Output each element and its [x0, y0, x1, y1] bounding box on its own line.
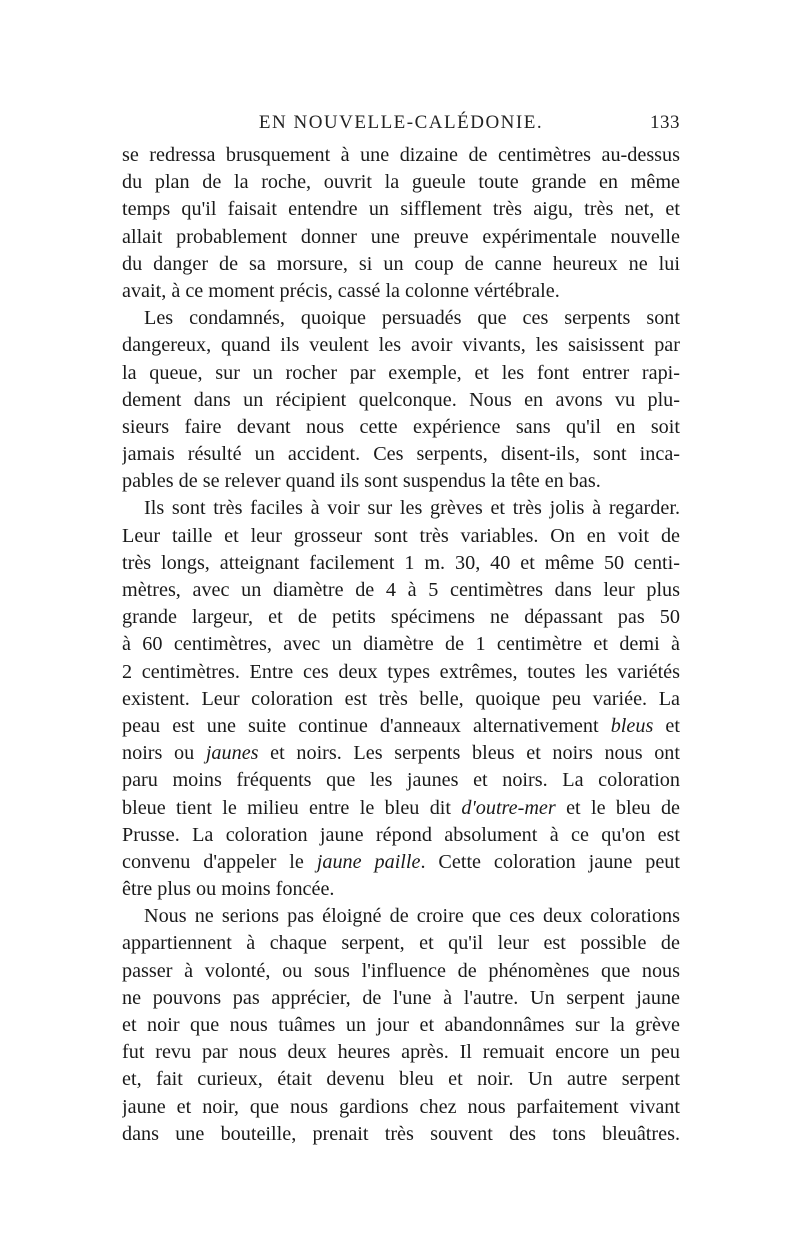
text-line: 2 centimètres. Entre ces deux types extrêmes, toutes les variétés [122, 660, 680, 683]
italic-phrase: bleus [610, 714, 654, 737]
text-line: Nous ne serions pas éloigné de croire que ces deux colorations [144, 905, 680, 928]
text-line: grande largeur, et de petits spécimens ne dépassant pas 50 [122, 606, 680, 629]
text-line: et, fait curieux, était devenu bleu et noir. Un autre serpent [122, 1068, 680, 1091]
text-line: Prusse. La coloration jaune répond absolument à ce qu'on est [122, 823, 680, 846]
page-number: 133 [650, 112, 680, 133]
text-line: Ils sont très faciles à voir sur les grèves et très jolis à regarder. [144, 497, 680, 520]
text-line: à 60 centimètres, avec un diamètre de 1 centimètre et demi à [122, 633, 680, 656]
text-line: très longs, atteignant facilement 1 m. 30, 40 et même 50 centi- [122, 551, 680, 574]
text-line: pables de se relever quand ils sont suspendus la tête en bas. [122, 470, 601, 493]
text-line: appartiennent à chaque serpent, et qu'il leur est possible de [122, 932, 680, 955]
text-line: jamais résulté un accident. Ces serpents, disent-ils, sont inca- [122, 443, 680, 466]
text-line: existent. Leur coloration est très belle, quoique peu variée. La [122, 687, 680, 710]
text-line: noirs ou jaunes et noirs. Les serpents bleus et noirs nous ont [122, 742, 680, 765]
text-line: se redressa brusquement à une dizaine de centimètres au-dessus [122, 144, 680, 166]
text-line: du danger de sa morsure, si un coup de canne heureux ne lui [122, 252, 680, 275]
running-head [122, 112, 680, 142]
text-line: ne pouvons pas apprécier, de l'une à l'autre. Un serpent jaune [122, 986, 680, 1009]
italic-phrase: jaunes [205, 742, 259, 765]
text-line: jaune et noir, que nous gardions chez nous parfaitement vivant [122, 1095, 680, 1118]
text-line: être plus ou moins foncée. [122, 878, 335, 901]
text-line: bleue tient le milieu entre le bleu dit d'outre-mer et le bleu de [122, 796, 680, 819]
text-line: passer à volonté, ou sous l'influence de phénomènes que nous [122, 959, 680, 982]
italic-phrase: jaune paille [316, 850, 421, 873]
text-line: du plan de la roche, ouvrit la gueule toute grande en même [122, 171, 680, 194]
body-text [122, 142, 680, 1148]
text-line: fut revu par nous deux heures après. Il remuait encore un peu [122, 1041, 680, 1064]
text-line: Les condamnés, quoique persuadés que ces serpents sont [144, 307, 680, 330]
running-title: EN NOUVELLE-CALÉDONIE. [258, 112, 544, 133]
text-line: dangereux, quand ils veulent les avoir vivants, les saisissent par [122, 334, 680, 357]
text-line: allait probablement donner une preuve expérimentale nouvelle [122, 225, 680, 248]
text-line: sieurs faire devant nous cette expérience sans qu'il en soit [122, 415, 680, 438]
text-line: dement dans un récipient quelconque. Nous en avons vu plu- [122, 388, 680, 411]
text-line: convenu d'appeler le jaune paille. Cette coloration jaune peut [122, 850, 680, 873]
text-line: dans une bouteille, prenait très souvent des tons bleuâtres. [122, 1122, 680, 1145]
text-line: la queue, sur un rocher par exemple, et les font entrer rapi- [122, 361, 680, 384]
text-line: mètres, avec un diamètre de 4 à 5 centimètres dans leur plus [122, 579, 680, 601]
text-line: peau est une suite continue d'anneaux alternativement bleus et [122, 714, 680, 737]
text-line: paru moins fréquents que les jaunes et noirs. La coloration [122, 769, 680, 792]
text-line: avait, à ce moment précis, cassé la colonne vértébrale. [122, 279, 560, 302]
italic-phrase: d'outre-mer [461, 796, 556, 819]
text-line: et noir que nous tuâmes un jour et abandonnâmes sur la grève [122, 1014, 680, 1036]
text-line: Leur taille et leur grosseur sont très variables. On en voit de [122, 524, 680, 547]
text-line: temps qu'il faisait entendre un sifflement très aigu, très net, et [122, 198, 680, 221]
